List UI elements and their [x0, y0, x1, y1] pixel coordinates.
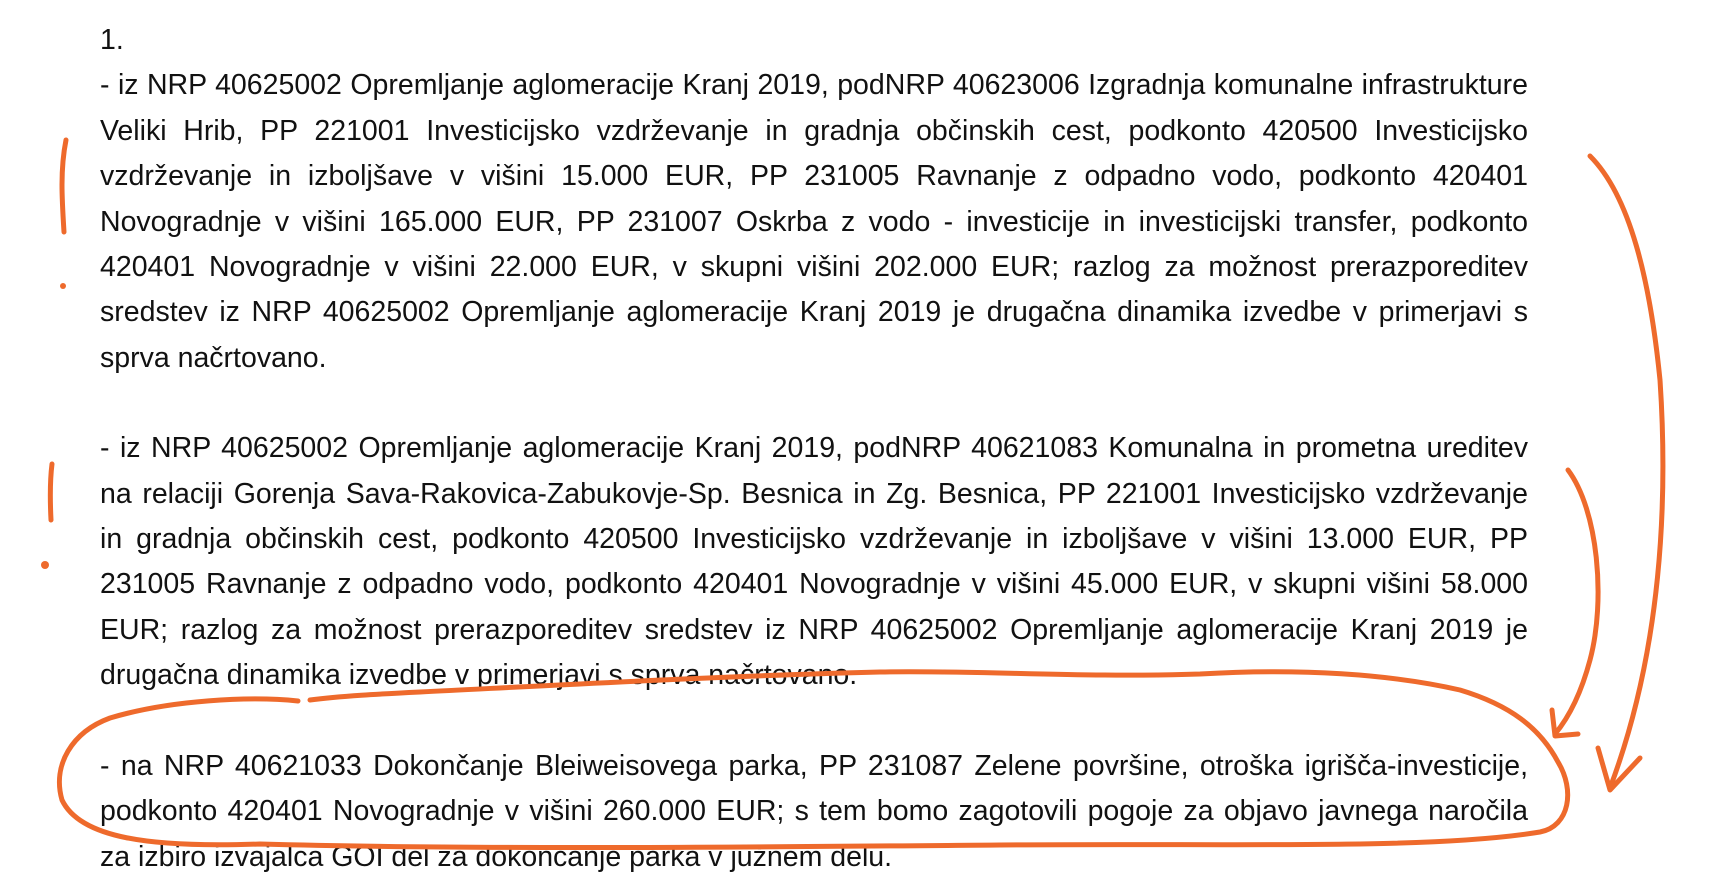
exclamation-mark-stroke-2 [50, 464, 52, 520]
exclamation-mark-stroke-1 [62, 140, 66, 232]
inner-arrow-line [1555, 470, 1598, 734]
exclamation-mark-dot-2 [41, 561, 49, 569]
paragraph-transfer-from-veliki-hrib: - iz NRP 40625002 Opremljanje aglomeracije Kranj 2019, podNRP 40623006 Izgradnja komunalne infrastrukture Veliki Hrib, PP 221001 Investicijsko vzdrževanje in gradnja občinskih cest, podkonto 420500 Investicijsko vzdrževanje in izboljšave v višini 15.000 EUR, PP 231005 Ravnanje z odpadno vodo, podkonto 420401 Novogradnje v višini 165.000 EUR, PP 231007 Oskrba z vodo - investicije in investicijski transfer, podkonto 420401 Novogradnje v višini 22.000 EUR, v skupni višini 202.000 EUR; razlog za možnost prerazporeditev sredstev iz NRP 40625002 Opremljanje aglomeracije Kranj 2019 je drugačna dinamika izvedbe v primerjavi s sprva načrtovano. [100, 69, 1528, 374]
document-page [100, 18, 1528, 880]
outer-arrow-head [1598, 748, 1640, 790]
paragraph-transfer-to-bleiweis-park: - na NRP 40621033 Dokončanje Bleiweisovega parka, PP 231087 Zelene površine, otroška igrišča-investicije, podkonto 420401 Novogradnje v višini 260.000 EUR; s tem bomo zagotovili pogoje za objavo javnega naročila za izbiro izvajalca GOI del za dokončanje parka v južnem delu. [100, 749, 1528, 873]
paragraph-transfer-from-besnica: - iz NRP 40625002 Opremljanje aglomeracije Kranj 2019, podNRP 40621083 Komunalna in prometna ureditev na relaciji Gorenja Sava-Rakovica-Zabukovje-Sp. Besnica in Zg. Besnica, PP 221001 Investicijsko vzdrževanje in gradnja občinskih cest, podkonto 420500 Investicijsko vzdrževanje in izboljšave v višini 13.000 EUR, PP 231005 Ravnanje z odpadno vodo, podkonto 420401 Novogradnje v višini 45.000 EUR, v skupni višini 58.000 EUR; razlog za možnost prerazporeditev sredstev iz NRP 40625002 Opremljanje aglomeracije Kranj 2019 je drugačna dinamika izvedbe v primerjavi s sprva načrtovano. [100, 432, 1528, 692]
item-number: 1. [100, 24, 124, 56]
outer-arrow-line [1590, 156, 1663, 788]
inner-arrow-head [1552, 710, 1578, 736]
exclamation-mark-dot-1 [60, 283, 66, 289]
